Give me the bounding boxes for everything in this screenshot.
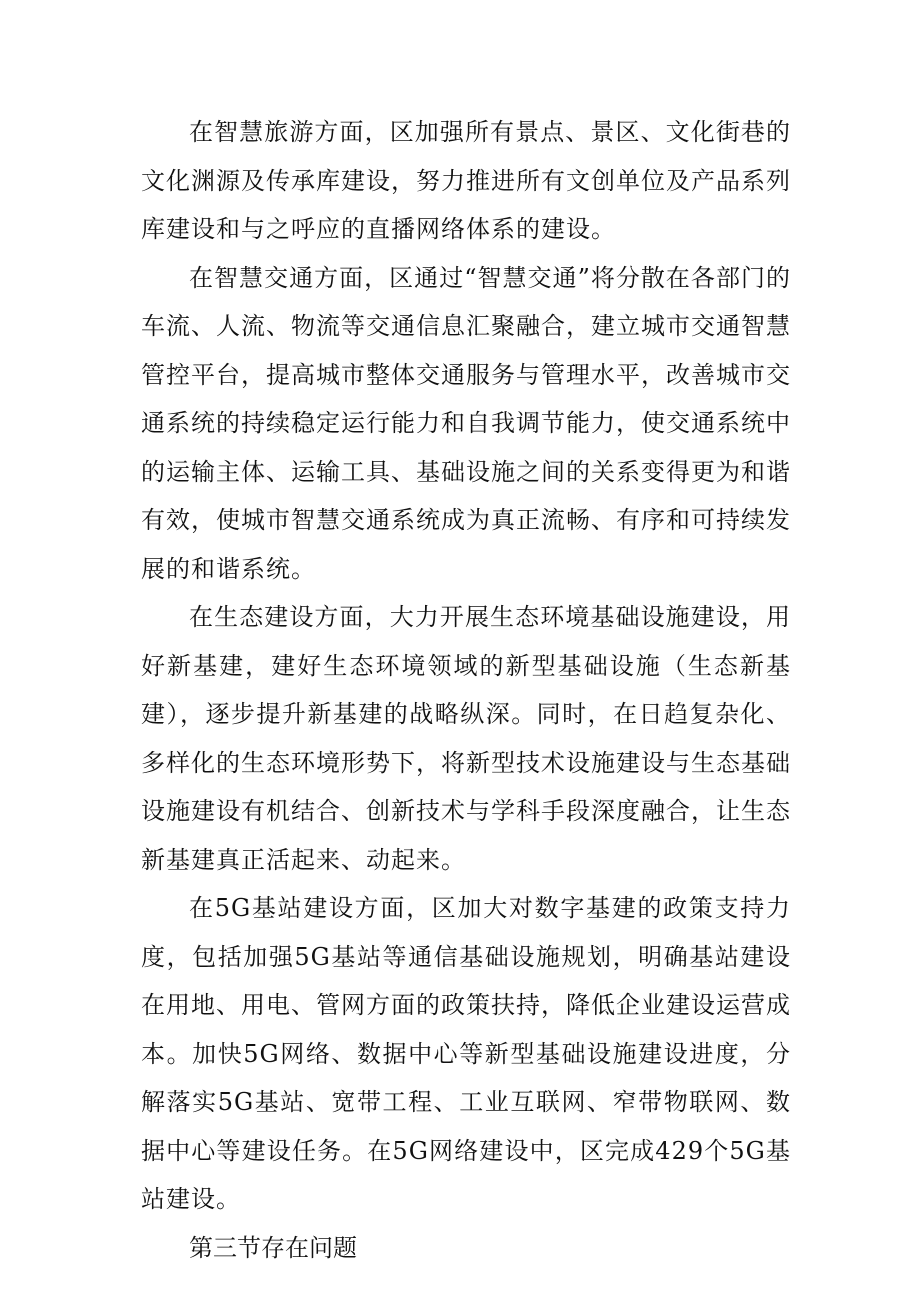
paragraph-smart-tourism: 在智慧旅游方面，区加强所有景点、景区、文化街巷的文化渊源及传承库建设，努力推进所有文创单位及产品系列库建设和与之呼应的直播网络体系的建设。: [141, 118, 791, 243]
paragraph-5g-base-stations: 在5G基站建设方面，区加大对数字基建的政策支持力度，包括加强5G基站等通信基础设施规划，明确基站建设在用地、用电、管网方面的政策扶持，降低企业建设运营成本。加快5G网络、数据中心等新型基础设施建设进度，分解落实5G基站、宽带工程、工业互联网、窄带物联网、数据中心等建设任务。在5G网络建设中，区完成429个5G基站建设。: [141, 894, 791, 1213]
paragraph-smart-transportation: 在智慧交通方面，区通过“智慧交通”将分散在各部门的车流、人流、物流等交通信息汇聚融合，建立城市交通智慧管控平台，提高城市整体交通服务与管理水平，改善城市交通系统的持续稳定运行能力和自我调节能力，使交通系统中的运输主体、运输工具、基础设施之间的关系变得更为和谐有效，使城市智慧交通系统成为真正流畅、有序和可持续发展的和谐系统。: [141, 263, 791, 583]
paragraph-ecological-construction: 在生态建设方面，大力开展生态环境基础设施建设，用好新基建，建好生态环境领域的新型基础设施（生态新基建），逐步提升新基建的战略纵深。同时，在日趋复杂化、多样化的生态环境形势下，将新型技术设施建设与生态基础设施建设有机结合、创新技术与学科手段深度融合，让生态新基建真正活起来、动起来。: [141, 603, 791, 874]
section-heading: 第三节存在问题: [189, 1233, 357, 1262]
document-body: [141, 108, 791, 1272]
